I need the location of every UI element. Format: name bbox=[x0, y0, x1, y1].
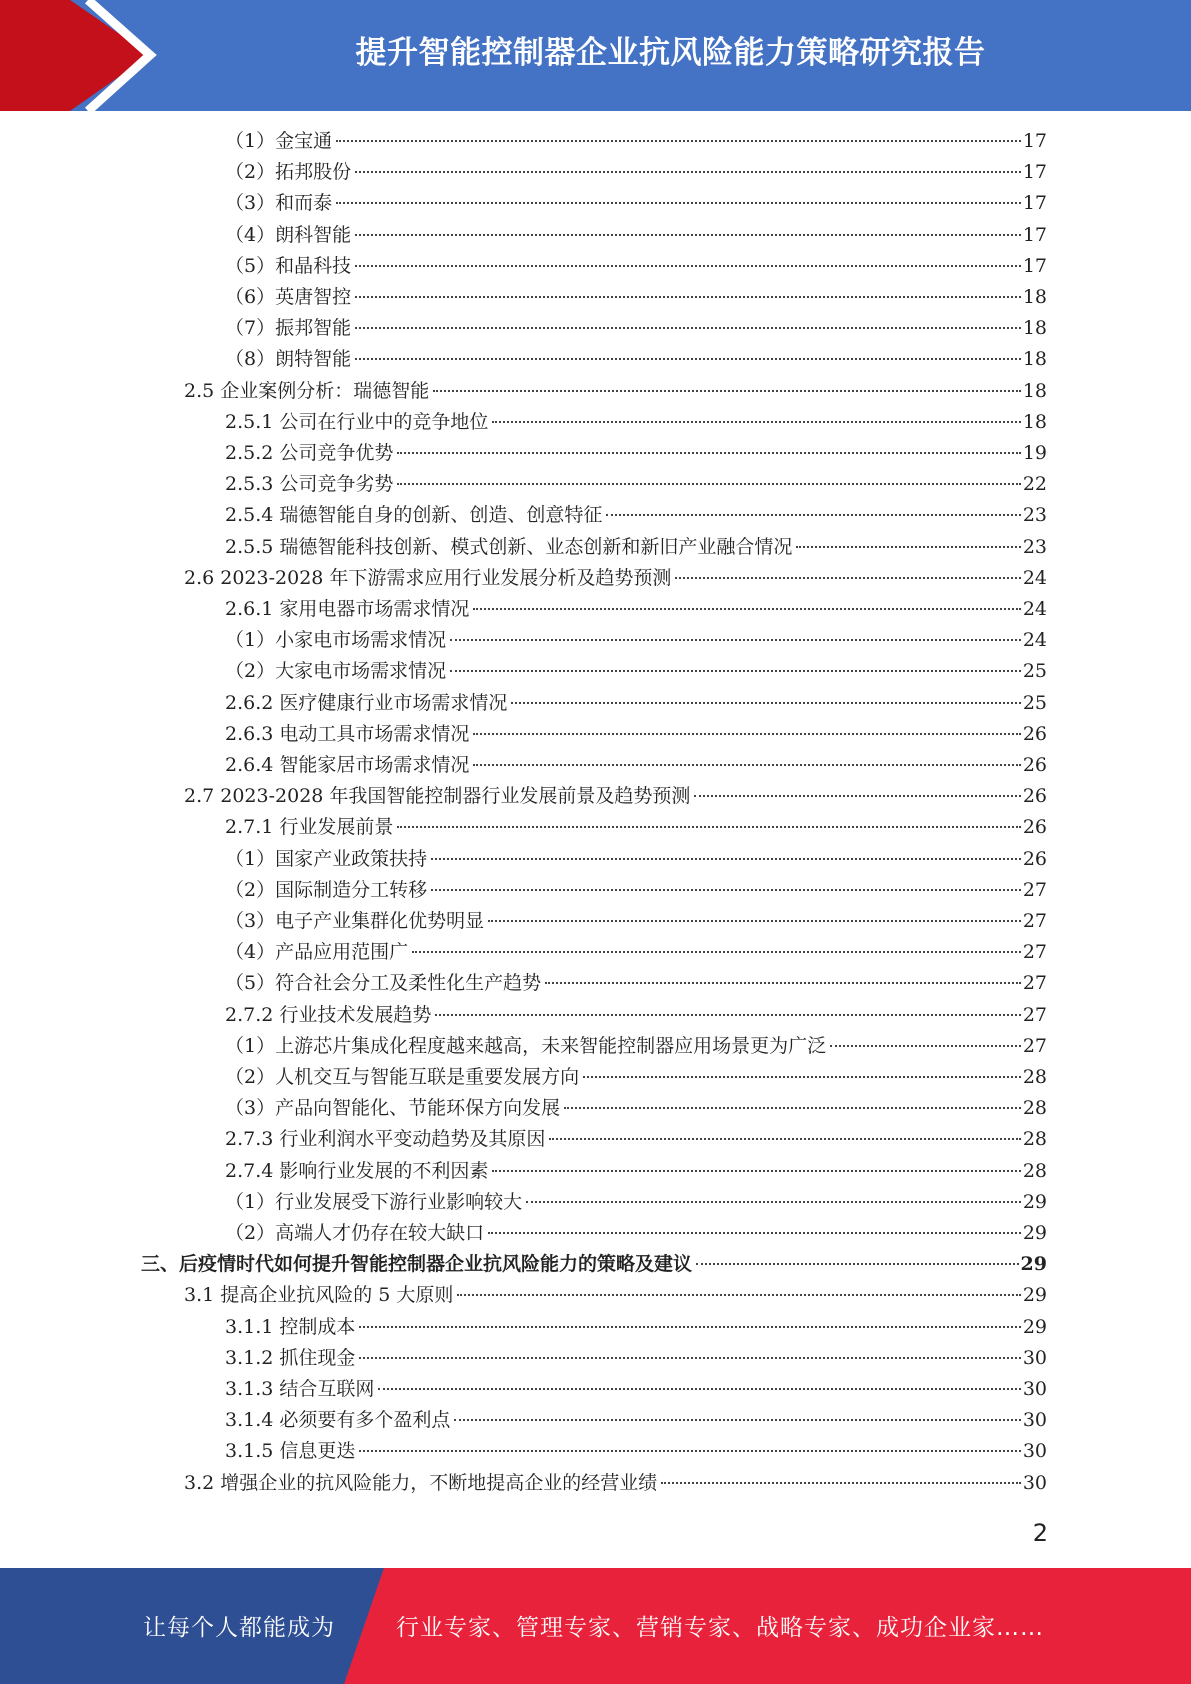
toc-entry-page: 24 bbox=[1022, 598, 1047, 620]
toc-entry[interactable] bbox=[225, 1093, 1047, 1124]
toc-entry[interactable] bbox=[225, 968, 1047, 999]
toc-leader-dots bbox=[488, 1232, 1021, 1234]
toc-entry-label: （6）英唐智控 bbox=[225, 286, 352, 308]
toc-entry-page: 18 bbox=[1022, 348, 1047, 371]
toc-leader-dots bbox=[454, 1419, 1020, 1421]
toc-entry[interactable] bbox=[225, 937, 1047, 968]
toc-entry-label: 2.5.3 公司竞争劣势 bbox=[225, 473, 394, 496]
toc-entry-label: 2.5.2 公司竞争优势 bbox=[225, 442, 394, 464]
toc-leader-dots bbox=[359, 1357, 1020, 1359]
toc-entry[interactable] bbox=[225, 1062, 1047, 1093]
toc-leader-dots bbox=[796, 546, 1020, 548]
toc-entry[interactable] bbox=[225, 407, 1047, 438]
toc-entry-page: 25 bbox=[1022, 691, 1047, 714]
toc-entry-label: （2）国际制造分工转移 bbox=[225, 878, 428, 901]
toc-entry-label: 3.1.4 必须要有多个盈利点 bbox=[225, 1409, 451, 1432]
toc-entry[interactable] bbox=[225, 1124, 1047, 1155]
toc-entry[interactable] bbox=[225, 1343, 1047, 1374]
toc-entry-page: 27 bbox=[1022, 1034, 1047, 1057]
toc-entry-label: 3.1.5 信息更迭 bbox=[225, 1440, 356, 1463]
toc-entry[interactable] bbox=[225, 906, 1047, 937]
toc-entry-label: 2.6.4 智能家居市场需求情况 bbox=[225, 754, 470, 776]
toc-entry-label: （4）朗科智能 bbox=[225, 223, 352, 246]
toc-entry-label: 2.6 2023-2028 年下游需求应用行业发展分析及趋势预测 bbox=[184, 566, 672, 589]
page-number: 2 bbox=[1032, 1519, 1048, 1547]
toc-entry-page: 29 bbox=[1020, 1253, 1047, 1276]
toc-leader-dots bbox=[696, 1263, 1019, 1265]
toc-entry[interactable] bbox=[225, 188, 1047, 219]
toc-entry[interactable] bbox=[225, 157, 1047, 188]
toc-entry-page: 30 bbox=[1022, 1346, 1047, 1369]
toc-entry-page: 17 bbox=[1022, 192, 1047, 215]
toc-entry[interactable] bbox=[225, 532, 1047, 563]
toc-entry[interactable] bbox=[225, 126, 1047, 157]
toc-entry-label: 3.1.1 控制成本 bbox=[225, 1315, 356, 1338]
toc-entry-label: 3.2 增强企业的抗风险能力，不断地提高企业的经营业绩 bbox=[184, 1471, 658, 1494]
toc-entry-label: （1）上游芯片集成化程度越来越高，未来智能控制器应用场景更为广泛 bbox=[225, 1034, 827, 1057]
toc-entry-page: 26 bbox=[1022, 754, 1047, 776]
toc-leader-dots bbox=[675, 577, 1020, 579]
toc-entry-page: 19 bbox=[1022, 442, 1047, 464]
toc-leader-dots bbox=[830, 1045, 1021, 1047]
toc-entry-label: 2.7.3 行业利润水平变动趋势及其原因 bbox=[225, 1128, 546, 1151]
toc-entry-label: 2.6.1 家用电器市场需求情况 bbox=[225, 598, 470, 620]
toc-entry[interactable] bbox=[225, 1218, 1047, 1249]
toc-leader-dots bbox=[583, 1076, 1021, 1078]
toc-entry[interactable] bbox=[225, 1312, 1047, 1343]
toc-entry[interactable] bbox=[225, 438, 1047, 469]
toc-entry-label: 2.7 2023-2028 年我国智能控制器行业发展前景及趋势预测 bbox=[184, 785, 691, 808]
toc-leader-dots bbox=[397, 826, 1020, 828]
toc-entry-label: 3.1.2 抓住现金 bbox=[225, 1346, 356, 1369]
toc-leader-dots bbox=[564, 1107, 1021, 1109]
toc-entry-label: （5）和晶科技 bbox=[225, 254, 352, 277]
toc-leader-dots bbox=[450, 670, 1021, 672]
toc-entry-page: 17 bbox=[1022, 161, 1047, 184]
toc-entry-label: 2.5.1 公司在行业中的竞争地位 bbox=[225, 410, 489, 433]
toc-leader-dots bbox=[511, 702, 1020, 704]
toc-leader-dots bbox=[661, 1482, 1021, 1484]
toc-entry-label: 2.6.3 电动工具市场需求情况 bbox=[225, 722, 470, 745]
toc-entry-page: 17 bbox=[1022, 223, 1047, 246]
toc-entry[interactable] bbox=[225, 875, 1047, 906]
toc-entry-page: 30 bbox=[1022, 1378, 1047, 1400]
toc-entry-page: 18 bbox=[1022, 317, 1047, 340]
report-header bbox=[0, 0, 1191, 111]
toc-leader-dots bbox=[355, 171, 1021, 173]
toc-leader-dots bbox=[355, 327, 1021, 329]
toc-entry[interactable] bbox=[141, 1249, 1047, 1280]
toc-entry-page: 23 bbox=[1022, 504, 1047, 527]
toc-entry-page: 30 bbox=[1022, 1440, 1047, 1463]
toc-entry-page: 29 bbox=[1022, 1222, 1047, 1244]
toc-entry[interactable] bbox=[225, 1156, 1047, 1187]
toc-entry[interactable] bbox=[225, 750, 1047, 781]
toc-entry-page: 18 bbox=[1022, 379, 1047, 402]
toc-entry-page: 28 bbox=[1022, 1066, 1047, 1088]
toc-entry-label: （7）振邦智能 bbox=[225, 317, 352, 340]
toc-entry[interactable] bbox=[184, 563, 1047, 594]
toc-leader-dots bbox=[473, 733, 1020, 735]
toc-leader-dots bbox=[378, 1388, 1020, 1390]
toc-entry[interactable] bbox=[225, 344, 1047, 375]
toc-entry[interactable] bbox=[225, 844, 1047, 875]
toc-leader-dots bbox=[359, 1326, 1020, 1328]
toc-entry-page: 23 bbox=[1022, 535, 1047, 558]
toc-leader-dots bbox=[359, 1450, 1020, 1452]
toc-leader-dots bbox=[473, 764, 1020, 766]
toc-entry-label: （3）电子产业集群化优势明显 bbox=[225, 910, 485, 932]
toc-entry-page: 26 bbox=[1022, 785, 1047, 808]
footer-banner bbox=[0, 1568, 1191, 1684]
toc-leader-dots bbox=[526, 1201, 1021, 1203]
footer-slogan-right: 行业专家、管理专家、营销专家、战略专家、成功企业家…… bbox=[396, 1615, 1044, 1641]
toc-entry-page: 17 bbox=[1022, 254, 1047, 277]
toc-entry-label: 2.5 企业案例分析：瑞德智能 bbox=[184, 379, 430, 402]
toc-entry[interactable] bbox=[225, 282, 1047, 313]
toc-entry-label: 三、后疫情时代如何提升智能控制器企业抗风险能力的策略及建议 bbox=[141, 1253, 693, 1276]
toc-entry-page: 27 bbox=[1022, 1003, 1047, 1026]
toc-leader-dots bbox=[457, 1294, 1020, 1296]
toc-leader-dots bbox=[545, 982, 1021, 984]
toc-entry-label: （2）拓邦股份 bbox=[225, 161, 352, 184]
toc-entry-page: 26 bbox=[1022, 816, 1047, 839]
toc-leader-dots bbox=[355, 296, 1021, 298]
toc-leader-dots bbox=[397, 483, 1020, 485]
toc-entry-page: 27 bbox=[1022, 972, 1047, 995]
toc-entry-label: 2.6.2 医疗健康行业市场需求情况 bbox=[225, 691, 508, 714]
toc-leader-dots bbox=[492, 1170, 1020, 1172]
toc-entry-label: （5）符合社会分工及柔性化生产趋势 bbox=[225, 972, 542, 995]
toc-entry[interactable] bbox=[225, 1436, 1047, 1467]
toc-entry[interactable] bbox=[225, 1374, 1047, 1405]
toc-leader-dots bbox=[450, 639, 1021, 641]
toc-leader-dots bbox=[355, 265, 1021, 267]
toc-leader-dots bbox=[606, 514, 1020, 516]
toc-entry-label: （4）产品应用范围广 bbox=[225, 941, 409, 964]
toc-entry-page: 27 bbox=[1022, 910, 1047, 932]
toc-entry[interactable] bbox=[225, 1031, 1047, 1062]
toc-entry-page: 18 bbox=[1022, 286, 1047, 308]
toc-entry[interactable] bbox=[225, 656, 1047, 687]
toc-entry-page: 26 bbox=[1022, 722, 1047, 745]
toc-entry-label: （3）和而泰 bbox=[225, 192, 333, 215]
toc-entry-label: 2.7.2 行业技术发展趋势 bbox=[225, 1003, 432, 1026]
toc-entry-page: 29 bbox=[1022, 1190, 1047, 1213]
toc-entry[interactable] bbox=[225, 719, 1047, 750]
toc-entry-page: 22 bbox=[1022, 473, 1047, 496]
toc-entry-label: 2.7.1 行业发展前景 bbox=[225, 816, 394, 839]
toc-entry-label: （2）人机交互与智能互联是重要发展方向 bbox=[225, 1066, 580, 1088]
toc-leader-dots bbox=[412, 951, 1021, 953]
toc-entry[interactable] bbox=[225, 594, 1047, 625]
toc-entry-page: 27 bbox=[1022, 941, 1047, 964]
toc-entry-label: （8）朗特智能 bbox=[225, 348, 352, 371]
toc-leader-dots bbox=[694, 795, 1020, 797]
toc-entry[interactable] bbox=[225, 220, 1047, 251]
toc-entry[interactable] bbox=[225, 500, 1047, 531]
toc-entry[interactable] bbox=[225, 625, 1047, 656]
toc-leader-dots bbox=[431, 889, 1021, 891]
toc-entry[interactable] bbox=[184, 1468, 1047, 1499]
toc-entry-page: 29 bbox=[1022, 1315, 1047, 1338]
toc-entry[interactable] bbox=[225, 1187, 1047, 1218]
toc-leader-dots bbox=[435, 1014, 1020, 1016]
toc-entry-page: 28 bbox=[1022, 1159, 1047, 1182]
toc-leader-dots bbox=[433, 390, 1021, 392]
toc-entry-page: 28 bbox=[1022, 1097, 1047, 1120]
toc-entry[interactable] bbox=[184, 781, 1047, 812]
toc-entry[interactable] bbox=[225, 688, 1047, 719]
toc-entry-label: （3）产品向智能化、节能环保方向发展 bbox=[225, 1097, 561, 1120]
toc-entry-page: 25 bbox=[1022, 660, 1047, 683]
toc-entry-page: 28 bbox=[1022, 1128, 1047, 1151]
report-title: 提升智能控制器企业抗风险能力策略研究报告 bbox=[355, 35, 986, 71]
toc-leader-dots bbox=[336, 140, 1021, 142]
toc-entry[interactable] bbox=[184, 1280, 1047, 1311]
toc-entry[interactable] bbox=[225, 469, 1047, 500]
toc-entry-label: （2）大家电市场需求情况 bbox=[225, 660, 447, 683]
toc-entry-page: 29 bbox=[1022, 1284, 1047, 1307]
toc-entry-label: （1）国家产业政策扶持 bbox=[225, 847, 428, 870]
toc-entry[interactable] bbox=[184, 376, 1047, 407]
toc-entry-page: 26 bbox=[1022, 847, 1047, 870]
toc-entry-page: 24 bbox=[1022, 629, 1047, 652]
toc-leader-dots bbox=[355, 358, 1021, 360]
toc-entry-page: 30 bbox=[1022, 1471, 1047, 1494]
toc-entry-label: 2.5.4 瑞德智能自身的创新、创造、创意特征 bbox=[225, 504, 603, 527]
toc-entry-label: （1）行业发展受下游行业影响较大 bbox=[225, 1190, 523, 1213]
toc-entry-label: 3.1.3 结合互联网 bbox=[225, 1378, 375, 1400]
toc-entry-page: 18 bbox=[1022, 410, 1047, 433]
toc-entry-label: （2）高端人才仍存在较大缺口 bbox=[225, 1222, 485, 1244]
toc-leader-dots bbox=[397, 452, 1020, 454]
toc-entry-page: 30 bbox=[1022, 1409, 1047, 1432]
toc-entry-label: （1）小家电市场需求情况 bbox=[225, 629, 447, 652]
toc-entry-page: 27 bbox=[1022, 878, 1047, 901]
toc-entry[interactable] bbox=[225, 251, 1047, 282]
toc-entry-label: 2.7.4 影响行业发展的不利因素 bbox=[225, 1159, 489, 1182]
toc-entry[interactable] bbox=[225, 1000, 1047, 1031]
toc-entry[interactable] bbox=[225, 313, 1047, 344]
toc-entry[interactable] bbox=[225, 1405, 1047, 1436]
toc-leader-dots bbox=[431, 858, 1021, 860]
toc-entry-page: 24 bbox=[1022, 566, 1047, 589]
toc-leader-dots bbox=[492, 421, 1020, 423]
footer-slogan-left: 让每个人都能成为 bbox=[143, 1615, 335, 1641]
toc-entry-label: 2.5.5 瑞德智能科技创新、模式创新、业态创新和新旧产业融合情况 bbox=[225, 535, 793, 558]
toc-entry-page: 17 bbox=[1022, 130, 1047, 152]
toc-leader-dots bbox=[355, 234, 1021, 236]
toc-entry-label: 3.1 提高企业抗风险的 5 大原则 bbox=[184, 1284, 454, 1307]
toc-leader-dots bbox=[473, 608, 1020, 610]
toc-leader-dots bbox=[336, 202, 1021, 204]
toc-leader-dots bbox=[549, 1138, 1020, 1140]
toc-leader-dots bbox=[488, 920, 1021, 922]
toc-entry[interactable] bbox=[225, 812, 1047, 843]
toc-entry-label: （1）金宝通 bbox=[225, 130, 333, 152]
